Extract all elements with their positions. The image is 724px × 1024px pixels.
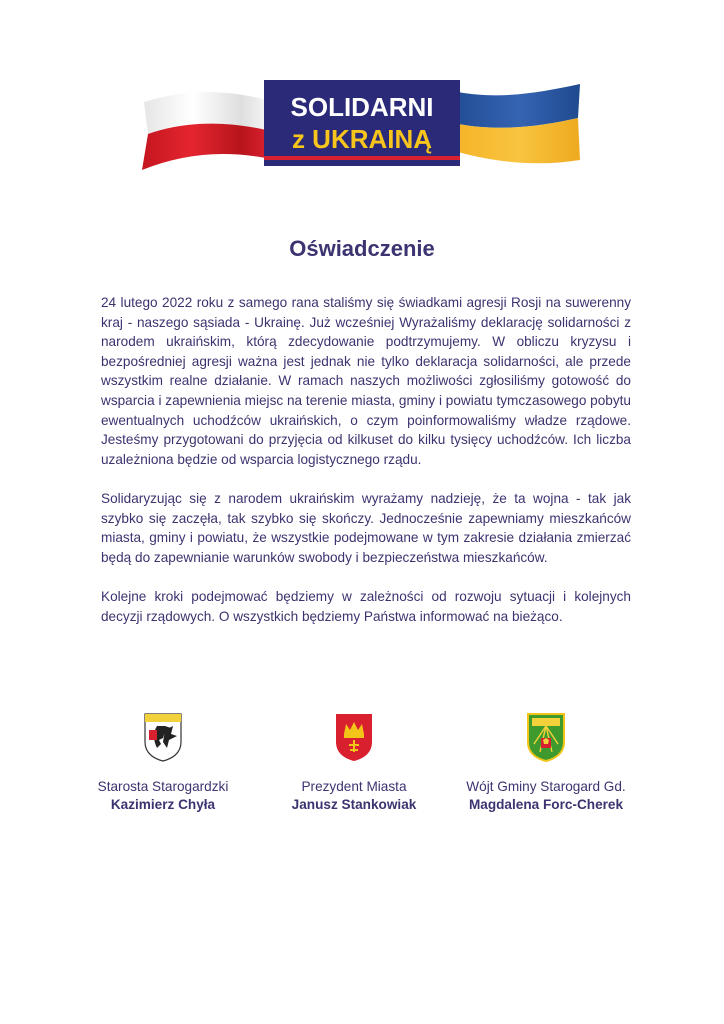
signer-prezydent <box>244 712 464 814</box>
signer-role: Prezydent Miasta <box>301 779 407 794</box>
banner-line2: z UKRAINĄ <box>291 124 433 154</box>
banner-red-stripe <box>264 156 460 160</box>
signer-name: Janusz Stankowiak <box>291 797 417 812</box>
paragraph-3: Kolejne kroki podejmować będziemy w zależności od rozwoju sytuacji i kolejnych decyzji rządowych. O wszystkich będziemy Państwa informować na bieżąco. <box>101 588 631 624</box>
signer-role: Wójt Gminy Starogard Gd. <box>466 779 626 794</box>
ukraine-flag-blue <box>458 84 580 128</box>
paragraph-1: 24 lutego 2022 roku z samego rana staliśmy się świadkami agresji Rosji na suwerenny kraj - naszego sąsiada - Ukrainę. Już wcześniej Wyrażaliśmy deklarację solidarności z narodem ukraińskim, którą zdecydowanie podtrzymujemy. W obliczu kryzysu i bezpośredniej agresji ważna jest jednak nie tylko deklaracja solidarności, ale przede wszystkim realne działanie. W ramach naszych możliwości zgłosiliśmy gotowość do wsparcia i zapewnienia miejsc na terenie miasta, gminy i powiatu tymczasowego pobytu ewentualnych uchodźców ukraińskich, o czym poinformowaliśmy władze rządowe. Jesteśmy przygotowani do przyjęcia od kilkuset do kilku tysięcy uchodźców. Ich liczba uzależniona będzie od wsparcia logistycznego rządu. <box>101 295 631 467</box>
green-crest-icon <box>526 712 566 762</box>
solidarity-banner <box>142 78 582 174</box>
paragraph-2: Solidaryzując się z narodem ukraińskim wyrażamy nadzieję, że ta wojna - tak jak szybko się zaczęła, tak szybko się skończy. Jednocześnie zapewniamy mieszkańców miasta, gminy i powiatu, że wszystkie podejmowane w tym zakresie działania zmierzać będą do zapewnianie warunków swobody i bezpieczeństwa mieszkańców. <box>101 490 631 565</box>
crown-crest-icon <box>334 712 374 762</box>
signer-wojt <box>436 712 656 814</box>
signer-role: Starosta Starogardzki <box>97 779 229 794</box>
document-title: Oświadczenie <box>289 236 435 261</box>
poland-flag-red <box>142 124 266 170</box>
signer-name: Kazimierz Chyła <box>110 797 216 812</box>
document-body <box>101 293 631 646</box>
flags-graphic <box>142 78 582 174</box>
signer-name: Magdalena Forc-Cherek <box>468 797 624 812</box>
banner-line1: SOLIDARNI <box>290 92 434 122</box>
griffin-crest-icon <box>143 712 183 762</box>
signer-starosta <box>53 712 273 814</box>
